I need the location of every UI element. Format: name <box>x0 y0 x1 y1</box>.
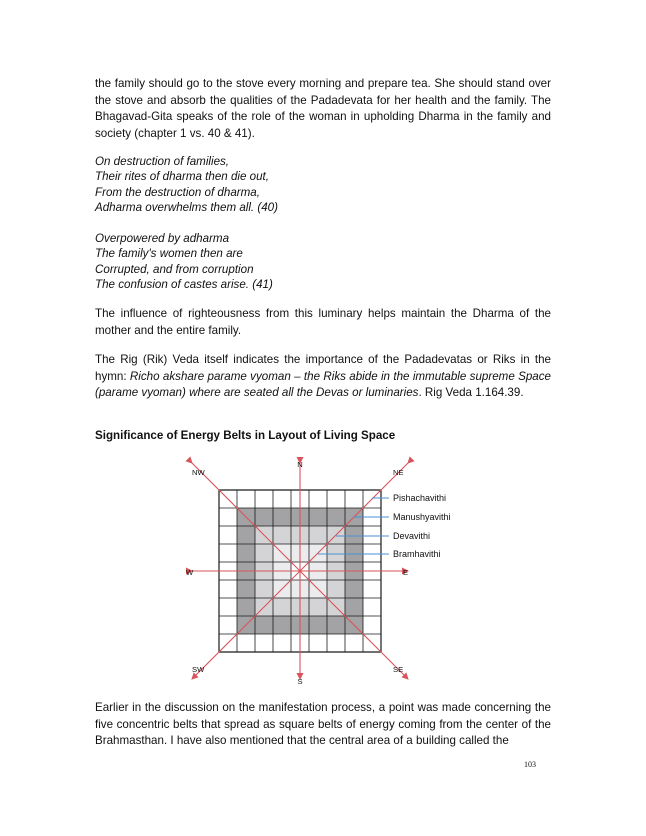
grid-cell <box>237 490 255 508</box>
grid-cell <box>309 526 327 544</box>
section-heading: Significance of Energy Belts in Layout of Living Space <box>95 429 396 442</box>
grid-cell <box>309 616 327 634</box>
grid-cell <box>273 616 291 634</box>
direction-nw-label: NW <box>192 468 205 477</box>
verse-line: Their rites of dharma then die out, <box>95 170 269 184</box>
grid-cell <box>219 544 237 562</box>
direction-s-label: S <box>297 677 303 686</box>
grid-cell <box>363 580 381 598</box>
grid-cell <box>363 598 381 616</box>
grid-cell <box>255 634 273 652</box>
grid-cell <box>327 580 345 598</box>
verse-line: Overpowered by adharma <box>95 232 230 245</box>
grid-cell <box>237 598 255 616</box>
grid-cell <box>219 508 237 526</box>
verse-line: The family's women then are <box>95 247 243 261</box>
grid-cell <box>327 616 345 634</box>
grid-cell <box>273 598 291 616</box>
grid-cell <box>255 544 273 562</box>
belt-label-bramhavithi: Bramhavithi <box>393 549 441 559</box>
direction-arrows <box>192 463 408 679</box>
grid-cell <box>219 598 237 616</box>
direction-w-label: W <box>186 568 194 577</box>
grid-cell <box>273 526 291 544</box>
grid-cell <box>309 634 327 652</box>
grid-cell <box>345 634 363 652</box>
grid-cell <box>273 508 291 526</box>
grid-cell <box>363 544 381 562</box>
direction-sw-label: SW <box>192 665 205 674</box>
grid-cell <box>255 616 273 634</box>
grid-cell <box>327 490 345 508</box>
grid-cell <box>345 526 363 544</box>
grid-cell <box>309 508 327 526</box>
grid-cell <box>237 526 255 544</box>
belt-label-pishachavithi: Pishachavithi <box>393 493 447 503</box>
grid-cell <box>327 508 345 526</box>
grid-cell <box>219 616 237 634</box>
verse-line: From the destruction of dharma, <box>95 185 260 199</box>
verse-line: Corrupted, and from corruption <box>95 262 254 276</box>
belt-label-manushyavithi: Manushyavithi <box>393 512 451 522</box>
paragraph-influence: The influence of righteousness from this luminary helps maintain the Dharma of the mother and the entire family. <box>95 307 551 337</box>
paragraph-manifestation: Earlier in the discussion on the manifestation process, a point was made concerning the five concentric belts that spread as square belts of energy coming from the center of the Brahmasthan. I have also mentioned that the central area of a building called the <box>95 701 551 748</box>
rig-veda-text: The Rig (Rik) Veda itself indicates the importance of the Padadevatas or Riks in the hymn: <box>95 353 551 383</box>
verse-line: On destruction of families, <box>95 155 230 168</box>
grid-cell <box>309 490 327 508</box>
grid-cell <box>345 490 363 508</box>
grid-cell <box>363 526 381 544</box>
grid-cell <box>255 508 273 526</box>
grid-cell <box>327 634 345 652</box>
page-number: 103 <box>524 760 536 769</box>
grid-cell <box>273 634 291 652</box>
direction-ne-label: NE <box>393 468 404 477</box>
grid-cell <box>255 580 273 598</box>
grid-cell <box>363 616 381 634</box>
paragraph-intro: the family should go to the stove every morning and prepare tea. She should stand over the stove and absorb the qualities of the Padadevata for her health and the family. The Bhagavad-Gita speaks of the role of the woman in upholding Dharma in the family and society (chapter 1 vs. 40 & 41). <box>95 77 551 140</box>
belt-label-devavithi: Devavithi <box>393 531 431 541</box>
grid-cell <box>237 580 255 598</box>
grid-cell <box>255 490 273 508</box>
grid-cell <box>345 580 363 598</box>
verse-line: Adharma overwhelms them all. (40) <box>95 201 278 215</box>
grid-cell <box>219 526 237 544</box>
verse-line: The confusion of castes arise. (41) <box>95 278 273 292</box>
direction-n-label: N <box>297 460 303 469</box>
rig-veda-citation: . Rig Veda 1.164.39. <box>418 386 524 400</box>
grid-cell <box>309 598 327 616</box>
direction-e-label: E <box>403 568 409 577</box>
grid-cell <box>237 544 255 562</box>
grid-cell <box>237 634 255 652</box>
grid-cell <box>345 598 363 616</box>
grid-cell <box>345 544 363 562</box>
grid-cell <box>327 544 345 562</box>
rig-veda-quote: Richo akshare parame vyoman – the Riks abide in the immutable supreme Space (parame vyoman) where are seated all the Devas or luminaries <box>95 369 551 400</box>
direction-se-label: SE <box>393 665 404 674</box>
grid-cell <box>219 580 237 598</box>
grid-cell <box>273 490 291 508</box>
